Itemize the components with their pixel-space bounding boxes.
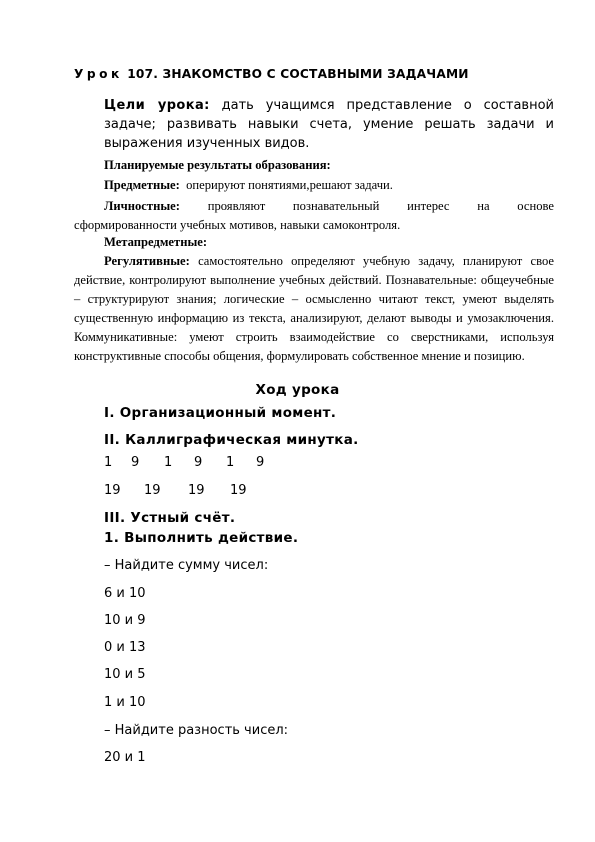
section-organizational: I. Организационный момент.: [104, 405, 337, 421]
sum-pair: 1 и 10: [104, 695, 146, 710]
calligraphy-number: 19: [230, 483, 247, 498]
calligraphy-digit: 1: [104, 455, 113, 470]
personal-label: Личностные:: [104, 199, 180, 213]
lesson-title-prefix: Урок: [74, 67, 123, 81]
sum-pair: 10 и 9: [104, 613, 146, 628]
prompt-find-difference: – Найдите разность чисел:: [104, 723, 289, 738]
sum-pair: 10 и 5: [104, 667, 146, 682]
lesson-title: [74, 67, 554, 81]
task-perform-action: 1. Выполнить действие.: [104, 530, 299, 546]
personal-text-1: проявляют познавательный интерес на основе: [207, 199, 554, 213]
subject-label: Предметные:: [104, 178, 180, 192]
subject-results: [104, 178, 393, 193]
calligraphy-digit: 1: [226, 455, 235, 470]
calligraphy-digit: 9: [194, 455, 203, 470]
subject-text: оперируют понятиями,решают задачи.: [186, 178, 393, 192]
planned-results-heading: Планируемые результаты образования:: [104, 158, 331, 172]
prompt-find-sum: – Найдите сумму чисел:: [104, 558, 269, 573]
section-calligraphy: II. Каллиграфическая минутка.: [104, 432, 359, 448]
calligraphy-number: 19: [104, 483, 121, 498]
section-oral-counting: III. Устный счёт.: [104, 510, 236, 526]
sum-pair: 0 и 13: [104, 640, 146, 655]
calligraphy-number: 19: [144, 483, 161, 498]
difference-pair: 20 и 1: [104, 750, 146, 765]
calligraphy-digit: 1: [164, 455, 173, 470]
lesson-flow-heading: Ход урока: [255, 382, 340, 398]
calligraphy-digit: 9: [131, 455, 140, 470]
calligraphy-digit: 9: [256, 455, 265, 470]
lesson-goals: [104, 96, 554, 153]
meta-heading: Метапредметные:: [104, 235, 208, 249]
personal-results-line1: [104, 197, 554, 216]
regulative-text: самостоятельно определяют учебную задачу, планируют свое действие, контролируют выполнение учебных действий. Познавательные: общеучебные – структурируют знания; логические – осмысленно читают текст, умеют выделять существенную информацию из текста, анализируют, делают выводы и умозаключения. Коммуникативные: умеют строить взаимодействие со сверстниками, используя конструктивные способы общения, формулировать собственное мнение и позицию.: [74, 254, 554, 363]
goals-label: Цели урока:: [104, 98, 210, 113]
calligraphy-row-1: [104, 455, 264, 470]
calligraphy-row-2: [104, 483, 247, 498]
sum-pair: 6 и 10: [104, 586, 146, 601]
regulative-label: Регулятивные:: [104, 254, 190, 268]
personal-results-line2: сформированности учебных мотивов, навыки самоконтроля.: [74, 218, 401, 232]
lesson-title-text: 107. ЗНАКОМСТВО С СОСТАВНЫМИ ЗАДАЧАМИ: [127, 67, 469, 81]
goals-text: дать учащимся представление о составной задаче; развивать навыки счета, умение решать задачи и выражения изученных видов.: [104, 98, 554, 151]
calligraphy-number: 19: [188, 483, 205, 498]
regulative-paragraph: [74, 252, 554, 366]
